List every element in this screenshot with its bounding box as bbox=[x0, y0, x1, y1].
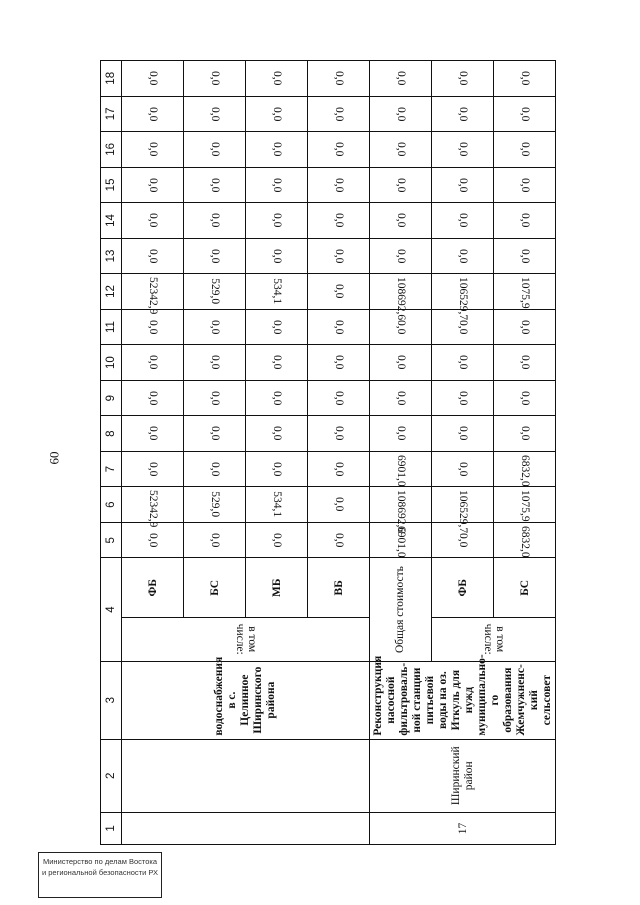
value-cell: 0,0 bbox=[246, 238, 308, 274]
value-cell: 108692,6 bbox=[370, 487, 432, 523]
col-number: 13 bbox=[101, 238, 122, 274]
value-cell: 0,0 bbox=[308, 345, 370, 381]
value-cell: 0,0 bbox=[308, 380, 370, 416]
value-cell: 0,0 bbox=[494, 167, 556, 203]
value-cell: 0,0 bbox=[184, 238, 246, 274]
value-cell: 529,0 bbox=[184, 487, 246, 523]
col-number: 17 bbox=[101, 96, 122, 132]
value-cell: 0,0 bbox=[246, 345, 308, 381]
total-cost-label: Общая стоимость bbox=[370, 558, 432, 661]
budget-table bbox=[100, 60, 556, 845]
value-cell: 0,0 bbox=[494, 380, 556, 416]
value-cell: 108692,6 bbox=[370, 274, 432, 310]
table-row-total bbox=[370, 61, 432, 845]
value-cell: 0,0 bbox=[308, 309, 370, 345]
value-cell: 52342,9 bbox=[122, 274, 184, 310]
row-number-cell bbox=[122, 812, 370, 844]
value-cell: 0,0 bbox=[184, 522, 246, 558]
value-cell: 534,1 bbox=[246, 487, 308, 523]
table-row bbox=[122, 61, 184, 845]
value-cell: 6901,0 bbox=[370, 522, 432, 558]
value-cell: 0,0 bbox=[122, 451, 184, 487]
value-cell: 0,0 bbox=[308, 61, 370, 97]
value-cell: 0,0 bbox=[122, 309, 184, 345]
value-cell: 0,0 bbox=[122, 96, 184, 132]
value-cell: 0,0 bbox=[494, 345, 556, 381]
value-cell: 0,0 bbox=[370, 167, 432, 203]
col-number: 6 bbox=[101, 487, 122, 523]
value-cell: 0,0 bbox=[122, 203, 184, 239]
col-number: 4 bbox=[101, 558, 122, 661]
value-cell: 106529,7 bbox=[432, 274, 494, 310]
value-cell: 0,0 bbox=[246, 451, 308, 487]
value-cell: 106529,7 bbox=[432, 487, 494, 523]
value-cell: 0,0 bbox=[432, 61, 494, 97]
value-cell: 6832,0 bbox=[494, 522, 556, 558]
value-cell: 0,0 bbox=[308, 238, 370, 274]
value-cell: 6832,0 bbox=[494, 451, 556, 487]
value-cell: 0,0 bbox=[370, 203, 432, 239]
col-number: 3 bbox=[101, 661, 122, 739]
value-cell: 0,0 bbox=[494, 61, 556, 97]
object-name: Реконструкция насосной фильтроваль-ной станции питьевой воды на оз. Иткуль для нужд муниципально-го образования Жемчужненс-кий сельсовет bbox=[370, 661, 556, 739]
value-cell: 0,0 bbox=[308, 274, 370, 310]
value-cell: 6901,0 bbox=[370, 451, 432, 487]
col-number: 9 bbox=[101, 380, 122, 416]
value-cell: 0,0 bbox=[308, 416, 370, 452]
in-that-number-label: в том числе: bbox=[122, 618, 370, 662]
value-cell: 0,0 bbox=[432, 522, 494, 558]
funding-source: МБ bbox=[246, 558, 308, 618]
value-cell: 0,0 bbox=[308, 96, 370, 132]
value-cell: 0,0 bbox=[308, 487, 370, 523]
col-number: 14 bbox=[101, 203, 122, 239]
object-name: водоснабжения в с. Целинное Ширинского района bbox=[122, 661, 370, 739]
funding-source: БС bbox=[494, 558, 556, 618]
value-cell: 529,0 bbox=[184, 274, 246, 310]
value-cell: 0,0 bbox=[308, 451, 370, 487]
value-cell: 0,0 bbox=[122, 416, 184, 452]
value-cell: 0,0 bbox=[246, 522, 308, 558]
value-cell: 0,0 bbox=[308, 203, 370, 239]
value-cell: 534,1 bbox=[246, 274, 308, 310]
value-cell: 0,0 bbox=[184, 132, 246, 168]
value-cell: 0,0 bbox=[122, 132, 184, 168]
value-cell: 0,0 bbox=[246, 96, 308, 132]
value-cell: 0,0 bbox=[432, 238, 494, 274]
value-cell: 0,0 bbox=[432, 309, 494, 345]
col-number: 7 bbox=[101, 451, 122, 487]
value-cell: 0,0 bbox=[432, 96, 494, 132]
value-cell: 0,0 bbox=[432, 416, 494, 452]
col-number: 11 bbox=[101, 309, 122, 345]
value-cell: 0,0 bbox=[494, 96, 556, 132]
col-number: 16 bbox=[101, 132, 122, 168]
funding-source: ФБ bbox=[122, 558, 184, 618]
value-cell: 0,0 bbox=[184, 380, 246, 416]
value-cell: 0,0 bbox=[432, 167, 494, 203]
col-number: 8 bbox=[101, 416, 122, 452]
funding-source: ФБ bbox=[432, 558, 494, 618]
value-cell: 0,0 bbox=[184, 61, 246, 97]
value-cell: 0,0 bbox=[122, 380, 184, 416]
funding-source: БС bbox=[184, 558, 246, 618]
value-cell: 0,0 bbox=[246, 380, 308, 416]
value-cell: 0,0 bbox=[432, 203, 494, 239]
value-cell: 0,0 bbox=[184, 451, 246, 487]
col-number: 12 bbox=[101, 274, 122, 310]
value-cell: 0,0 bbox=[494, 416, 556, 452]
district-name: Ширинский район bbox=[370, 739, 556, 812]
value-cell: 0,0 bbox=[370, 132, 432, 168]
value-cell: 0,0 bbox=[432, 451, 494, 487]
col-number: 2 bbox=[101, 739, 122, 812]
value-cell: 0,0 bbox=[246, 309, 308, 345]
value-cell: 0,0 bbox=[494, 132, 556, 168]
value-cell: 0,0 bbox=[122, 345, 184, 381]
value-cell: 0,0 bbox=[370, 309, 432, 345]
value-cell: 0,0 bbox=[308, 132, 370, 168]
value-cell: 0,0 bbox=[246, 132, 308, 168]
value-cell: 1075,9 bbox=[494, 274, 556, 310]
value-cell: 0,0 bbox=[432, 132, 494, 168]
page-number: 60 bbox=[46, 451, 62, 465]
col-number: 10 bbox=[101, 345, 122, 381]
value-cell: 0,0 bbox=[122, 61, 184, 97]
value-cell: 0,0 bbox=[122, 238, 184, 274]
value-cell: 0,0 bbox=[370, 61, 432, 97]
value-cell: 0,0 bbox=[184, 416, 246, 452]
value-cell: 0,0 bbox=[432, 345, 494, 381]
column-number-row bbox=[101, 61, 122, 845]
value-cell: 0,0 bbox=[246, 61, 308, 97]
value-cell: 0,0 bbox=[246, 203, 308, 239]
value-cell: 0,0 bbox=[184, 309, 246, 345]
value-cell: 0,0 bbox=[308, 522, 370, 558]
value-cell: 0,0 bbox=[494, 309, 556, 345]
value-cell: 0,0 bbox=[370, 380, 432, 416]
value-cell: 0,0 bbox=[494, 238, 556, 274]
value-cell: 0,0 bbox=[122, 167, 184, 203]
value-cell: 0,0 bbox=[184, 345, 246, 381]
value-cell: 0,0 bbox=[184, 167, 246, 203]
value-cell: 1075,9 bbox=[494, 487, 556, 523]
row-number: 17 bbox=[370, 812, 556, 844]
value-cell: 0,0 bbox=[370, 238, 432, 274]
in-that-number-label: в том числе: bbox=[432, 618, 556, 662]
value-cell: 0,0 bbox=[246, 416, 308, 452]
col-number: 15 bbox=[101, 167, 122, 203]
value-cell: 0,0 bbox=[494, 203, 556, 239]
value-cell: 0,0 bbox=[184, 96, 246, 132]
value-cell: 0,0 bbox=[370, 96, 432, 132]
value-cell: 52342,9 bbox=[122, 487, 184, 523]
ministry-stamp: Министерство по делам Востока и региональной безопасности РХ bbox=[38, 852, 162, 898]
col-number: 5 bbox=[101, 522, 122, 558]
rotated-table-wrapper bbox=[100, 60, 553, 845]
value-cell: 0,0 bbox=[184, 203, 246, 239]
value-cell: 0,0 bbox=[370, 416, 432, 452]
col-number: 1 bbox=[101, 812, 122, 844]
value-cell: 0,0 bbox=[370, 345, 432, 381]
district-cell bbox=[122, 739, 370, 812]
value-cell: 0,0 bbox=[432, 380, 494, 416]
value-cell: 0,0 bbox=[122, 522, 184, 558]
col-number: 18 bbox=[101, 61, 122, 97]
value-cell: 0,0 bbox=[246, 167, 308, 203]
funding-source: ВБ bbox=[308, 558, 370, 618]
value-cell: 0,0 bbox=[308, 167, 370, 203]
